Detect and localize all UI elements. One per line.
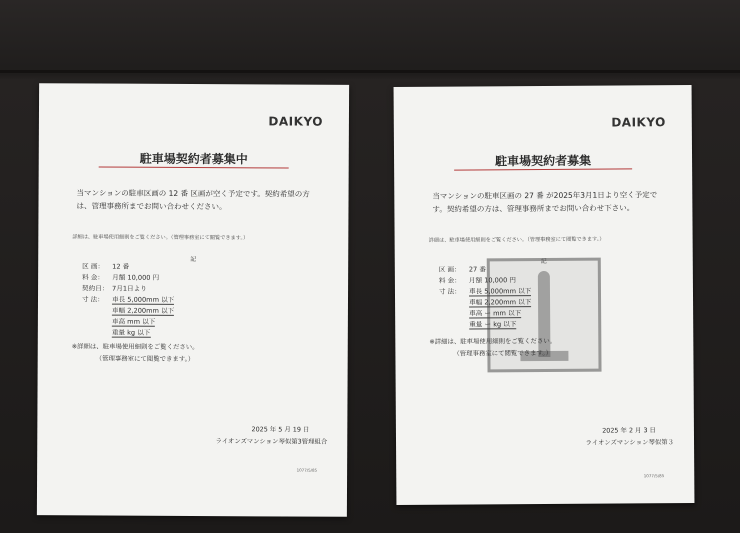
detail-row: 車高 mm 以下 <box>111 317 156 326</box>
daikyo-logo: DAIKYO <box>611 115 666 130</box>
detail-row: 車幅 2,200mm 以下 <box>469 298 532 307</box>
detail-row: 車幅 2,200mm 以下 <box>111 306 175 315</box>
notice-paragraph: 当マンションの駐車区画の 12 番 区画が空く予定です。契約希望の方は、管理事務所までお問い合わせください。 <box>76 188 310 212</box>
sub-note-1: ※詳細は、駐車場使用細則をご覧ください。 <box>429 336 557 346</box>
notice-organization: ライオンズマンション琴似第３ <box>585 438 675 447</box>
notice-note: 詳細は、駐車場使用細則をご覧ください。（管理事務室にて閲覧できます。） <box>428 236 605 244</box>
title-underline <box>99 167 289 169</box>
sub-note-2: （管理事務室にて閲覧できます。） <box>95 354 195 364</box>
ki-heading: 記 <box>190 255 197 264</box>
doc-code: 1077/5/85 <box>296 467 318 473</box>
notice-paragraph: 当マンションの駐車区画の 27 番 が2025年3月1日より空く予定です。契約希望の方は、管理事務所までお問い合わせ下さい。 <box>432 190 658 214</box>
detail-row: 重量 kg 以下 <box>111 328 151 337</box>
doc-code: 1077/5/85 <box>643 473 665 479</box>
details-table <box>82 261 175 338</box>
wall-seam <box>0 70 740 73</box>
detail-row: 料 金： 月額 10,000 円 <box>438 276 516 285</box>
daikyo-logo: DAIKYO <box>268 114 323 129</box>
detail-row: 区 画： 12 番 <box>82 262 130 271</box>
detail-row: 車高 ー mm 以下 <box>469 309 522 318</box>
detail-row: 区 画： 27 番 <box>438 265 486 274</box>
notice-date: 2025 年 5 月 19 日 <box>251 425 310 434</box>
notice-title: 駐車場契約者募集 <box>495 153 592 169</box>
sub-note-1: ※詳細は、駐車場使用細則をご覧ください。 <box>71 342 199 352</box>
notice-sheet-left <box>37 83 349 517</box>
notice-date: 2025 年 2 月 3 日 <box>602 426 656 435</box>
sub-note-2: （管理事務室にて閲覧できます。） <box>453 348 552 358</box>
detail-row: 寸 法： 車長 5,000mm 以下 <box>438 287 532 296</box>
detail-row: 寸 法： 車長 5,000mm 以下 <box>81 295 175 304</box>
notice-organization: ライオンズマンション琴似第3管理組合 <box>215 437 328 446</box>
ki-heading: 記 <box>540 257 547 266</box>
notice-note: 詳細は、駐車場使用細則をご覧ください。（管理事務室にて閲覧できます。） <box>72 234 249 242</box>
detail-row: 料 金： 月額 10,000 円 <box>82 273 160 282</box>
detail-row: 契約日： 7月1日より <box>82 284 147 293</box>
details-table <box>439 264 532 331</box>
title-underline <box>454 168 632 170</box>
notice-sheet-right <box>394 85 695 505</box>
notice-title: 駐車場契約者募集中 <box>139 151 248 167</box>
detail-row: 重量 ー kg 以下 <box>469 320 517 329</box>
